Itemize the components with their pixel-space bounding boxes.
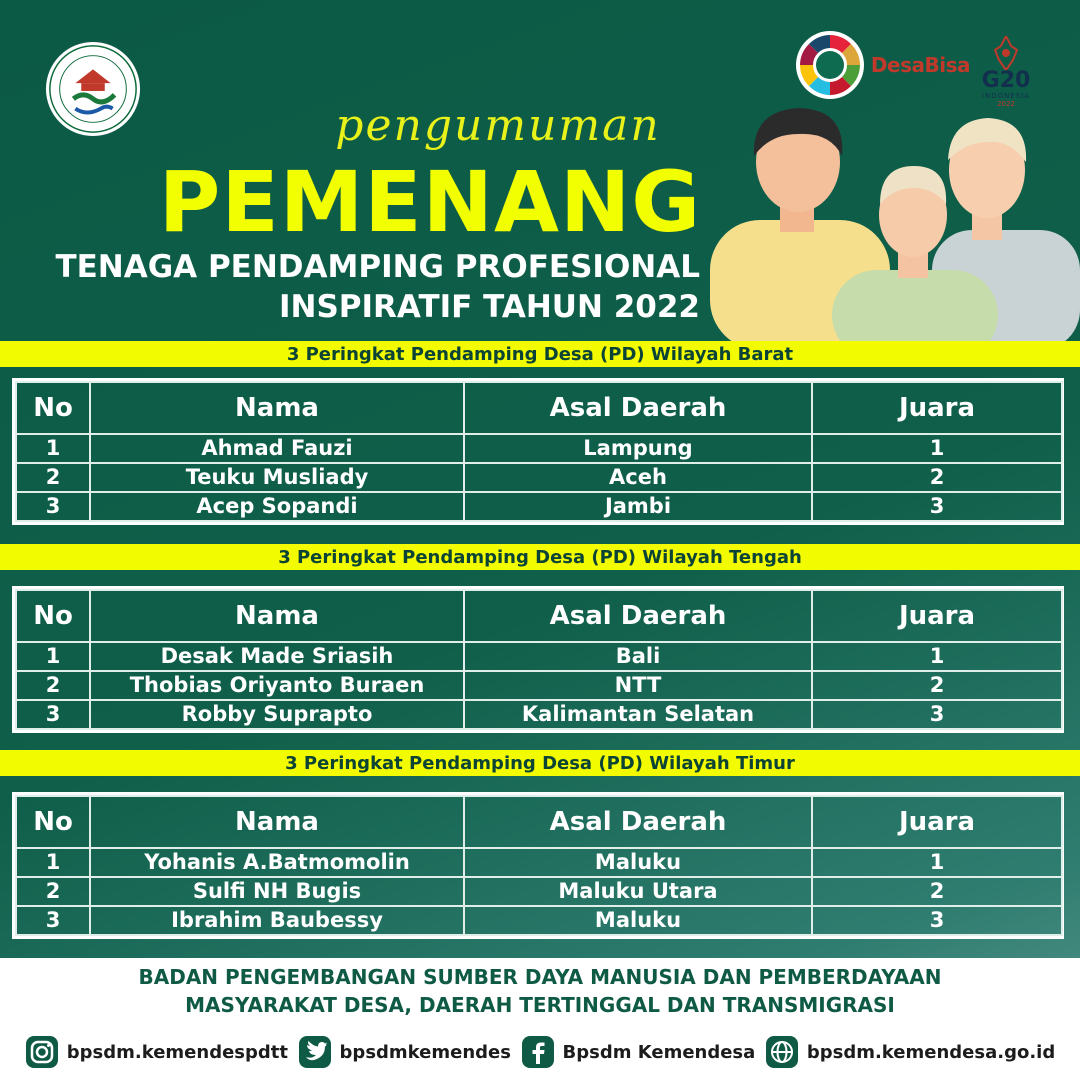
cell-nama: Sulfi NH Bugis	[90, 877, 464, 906]
cell-asal: Jambi	[464, 492, 812, 521]
winners-table-tengah	[12, 586, 1064, 733]
header-asal-daerah: Asal Daerah	[464, 796, 812, 848]
cell-juara: 2	[812, 463, 1062, 492]
cell-asal: Kalimantan Selatan	[464, 700, 812, 729]
cell-no: 3	[16, 906, 90, 935]
facebook-icon	[521, 1035, 555, 1069]
cell-juara: 2	[812, 877, 1062, 906]
cell-nama: Desak Made Sriasih	[90, 642, 464, 671]
table-row	[16, 671, 1062, 700]
table-row	[16, 906, 1062, 935]
table-row	[16, 848, 1062, 877]
sdg-wheel-logo	[795, 30, 865, 100]
main-title: PEMENANG	[158, 153, 702, 251]
cell-no: 2	[16, 671, 90, 700]
people-illustration	[710, 100, 1080, 342]
winners-table-timur	[12, 792, 1064, 939]
cell-juara: 1	[812, 642, 1062, 671]
cell-no: 2	[16, 877, 90, 906]
cell-nama: Ahmad Fauzi	[90, 434, 464, 463]
header-no: No	[16, 796, 90, 848]
header-nama: Nama	[90, 590, 464, 642]
table-row	[16, 492, 1062, 521]
social-website[interactable]	[765, 1035, 1055, 1069]
cell-juara: 1	[812, 434, 1062, 463]
cell-nama: Robby Suprapto	[90, 700, 464, 729]
cell-juara: 3	[812, 700, 1062, 729]
cell-no: 3	[16, 492, 90, 521]
website-url: bpsdm.kemendesa.go.id	[806, 1041, 1056, 1063]
cell-juara: 2	[812, 671, 1062, 700]
g20-ornament-icon	[991, 36, 1021, 70]
cell-asal: Maluku	[464, 906, 812, 935]
cell-asal: Lampung	[464, 434, 812, 463]
organization-name	[0, 958, 1080, 1024]
cell-juara: 1	[812, 848, 1062, 877]
header-no: No	[16, 382, 90, 434]
header-juara: Juara	[812, 590, 1062, 642]
instagram-handle: bpsdm.kemendespdtt	[66, 1041, 288, 1063]
organization-line-1: BADAN PENGEMBANGAN SUMBER DAYA MANUSIA DAN PEMBERDAYAAN	[138, 965, 942, 989]
partner-logos	[795, 22, 1036, 108]
organization-line-2: MASYARAKAT DESA, DAERAH TERTINGGAL DAN TRANSMIGRASI	[185, 993, 895, 1017]
cell-asal: Aceh	[464, 463, 812, 492]
cell-asal: Maluku	[464, 848, 812, 877]
subtitle-line-1: TENAGA PENDAMPING PROFESIONAL	[55, 249, 700, 285]
script-title: pengumuman	[335, 100, 661, 151]
social-instagram[interactable]	[25, 1035, 288, 1069]
facebook-page: Bpsdm Kemendesa	[562, 1041, 756, 1063]
cell-asal: Maluku Utara	[464, 877, 812, 906]
cell-nama: Yohanis A.Batmomolin	[90, 848, 464, 877]
table-row	[16, 434, 1062, 463]
instagram-icon	[25, 1035, 59, 1069]
cell-nama: Thobias Oriyanto Buraen	[90, 671, 464, 700]
cell-asal: Bali	[464, 642, 812, 671]
cell-asal: NTT	[464, 671, 812, 700]
winners-table-barat	[12, 378, 1064, 525]
header-nama: Nama	[90, 796, 464, 848]
header-nama: Nama	[90, 382, 464, 434]
table-row	[16, 700, 1062, 729]
social-facebook[interactable]	[521, 1035, 756, 1069]
header-no: No	[16, 590, 90, 642]
twitter-handle: bpsdmkemendes	[339, 1041, 511, 1063]
twitter-icon	[298, 1035, 332, 1069]
header-juara: Juara	[812, 382, 1062, 434]
cell-nama: Ibrahim Baubessy	[90, 906, 464, 935]
ministry-logo	[44, 40, 142, 138]
cell-no: 1	[16, 642, 90, 671]
cell-no: 3	[16, 700, 90, 729]
header-asal-daerah: Asal Daerah	[464, 590, 812, 642]
table-row	[16, 642, 1062, 671]
section-title-timur: 3 Peringkat Pendamping Desa (PD) Wilayah Timur	[0, 750, 1080, 776]
section-title-tengah: 3 Peringkat Pendamping Desa (PD) Wilayah Tengah	[0, 544, 1080, 570]
cell-juara: 3	[812, 492, 1062, 521]
web-icon	[765, 1035, 799, 1069]
subtitle-line-2: INSPIRATIF TAHUN 2022	[278, 289, 700, 325]
cell-no: 2	[16, 463, 90, 492]
cell-no: 1	[16, 848, 90, 877]
header-asal-daerah: Asal Daerah	[464, 382, 812, 434]
cell-nama: Teuku Musliady	[90, 463, 464, 492]
table-row	[16, 463, 1062, 492]
social-twitter[interactable]	[298, 1035, 511, 1069]
social-bar	[0, 1024, 1080, 1080]
desa-bisa-logo: DesaBisa	[870, 53, 970, 77]
section-title-barat: 3 Peringkat Pendamping Desa (PD) Wilayah Barat	[0, 341, 1080, 367]
header-juara: Juara	[812, 796, 1062, 848]
table-row	[16, 877, 1062, 906]
cell-no: 1	[16, 434, 90, 463]
cell-nama: Acep Sopandi	[90, 492, 464, 521]
cell-juara: 3	[812, 906, 1062, 935]
g20-logo: G20 INDONESIA 2022	[976, 22, 1036, 108]
